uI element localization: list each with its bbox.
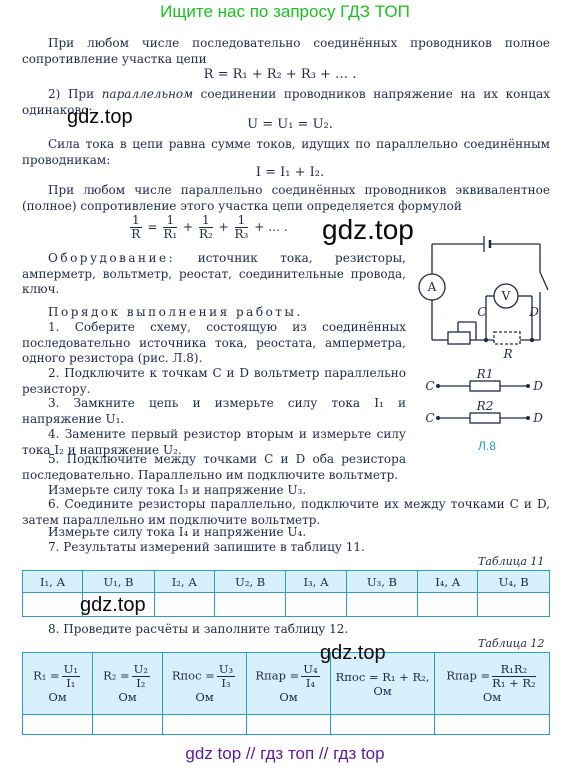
label-r: R <box>503 347 513 361</box>
table12-cell <box>23 715 93 735</box>
switch <box>540 272 548 290</box>
step-8: 8. Проведите расчёты и заполните таблицу 12. <box>48 622 349 636</box>
node-c-r1 <box>436 384 440 388</box>
ammeter-label: A <box>427 280 437 294</box>
num: U₂ <box>133 662 148 676</box>
fraction <box>199 214 213 241</box>
order-heading-text: Порядок выполнения работы. <box>48 305 303 319</box>
table11-cell <box>154 593 214 617</box>
equipment-text: источник тока, резисторы, амперметр, вольтметр, реостат, соединительные провода, ключ. <box>22 251 406 296</box>
table12-cell <box>331 715 435 735</box>
table12-header-cell <box>247 653 331 715</box>
label-c-r2: C <box>425 411 435 425</box>
unit: Ом <box>279 690 298 704</box>
den: R₃ <box>234 227 249 241</box>
den: R₂ <box>198 227 213 241</box>
fraction <box>217 663 235 690</box>
table11-cell <box>478 593 550 617</box>
num: 1 <box>199 214 213 228</box>
table11-header-cell: I₂, А <box>154 571 214 593</box>
table11-header-cell: U₁, В <box>83 571 155 593</box>
label-d-r2: D <box>533 411 543 425</box>
figure-caption: Л.8 <box>478 439 496 453</box>
table-12 <box>22 652 550 735</box>
cell-lhs: Rпар = <box>446 668 491 683</box>
num: U₃ <box>218 662 234 676</box>
table11-header-cell: I₁, А <box>23 571 83 593</box>
step-6: 6. Соедините резисторы параллельно, подключите их между точками C и D, затем параллельно им подключите вольтметр. <box>22 497 550 527</box>
step-3: 3. Замкните цепь и измерьте силу тока I₁ и напряжение U₁. <box>22 396 406 426</box>
resistor-r1 <box>470 381 500 391</box>
unit: Ом <box>373 683 392 698</box>
formula-series-resistance: R = R₁ + R₂ + R₃ + … . <box>203 67 357 82</box>
watermark: gdz.top <box>80 594 146 616</box>
den: I₄ <box>305 676 315 690</box>
fraction <box>163 214 177 241</box>
label-c: C <box>477 305 487 319</box>
equals-sign: = <box>147 220 158 234</box>
table11-cell <box>23 593 83 617</box>
table11-header-cell: U₄, В <box>478 571 550 593</box>
table11-cell <box>214 593 286 617</box>
table12-empty-row <box>23 715 550 735</box>
formula-tail: + … . <box>254 220 288 234</box>
num: 1 <box>163 214 177 228</box>
step-1: 1. Соберите схему, состоящую из соединённых последовательно источника тока, реостата, амперметра, одного резистора (рис. Л.8). <box>22 320 406 365</box>
formula-parallel-voltage: U = U₁ = U₂. <box>247 117 333 132</box>
table12-header-cell <box>163 653 247 715</box>
circuit-diagram <box>410 232 560 457</box>
node-c-r2 <box>436 416 440 420</box>
paragraph-current-sum: Сила тока в цепи равна сумме токов, идущих по параллельно соединённым проводникам: <box>22 137 550 167</box>
node-d <box>530 338 534 342</box>
table12-header-row <box>23 653 550 715</box>
unit: Ом <box>48 690 67 704</box>
text-italic: параллельном <box>101 87 194 101</box>
resistor-r2 <box>470 413 500 423</box>
fraction <box>492 663 535 690</box>
table12-cell <box>435 715 550 735</box>
den: I₂ <box>136 676 146 690</box>
node-d-r1 <box>526 384 530 388</box>
table12-header-cell <box>93 653 163 715</box>
resistor-slot <box>494 332 520 344</box>
step-2: 2. Подключите к точкам C и D вольтметр параллельно резистору. <box>22 366 406 396</box>
cell-formula: Rпос = R₁ + R₂, <box>335 669 430 684</box>
node-d-r2 <box>526 416 530 420</box>
num: U₁ <box>63 662 78 676</box>
cell-lhs: R₁ = <box>33 668 60 683</box>
formula-parallel-resistance <box>128 214 288 241</box>
unit: Ом <box>118 690 137 704</box>
paragraph-equipment <box>22 251 406 298</box>
label-d: D <box>529 305 539 319</box>
label-d-r1: D <box>533 379 543 393</box>
den: I₃ <box>221 676 231 690</box>
cell-lhs: Rпос = <box>171 668 215 683</box>
table12-cell <box>247 715 331 735</box>
table12-cell <box>163 715 247 735</box>
order-heading <box>48 305 303 319</box>
den: I₁ <box>66 676 76 690</box>
paragraph-equivalent-resistance: При любом числе параллельно соединённых проводников эквивалентное (полное) сопротивление этого участка цепи определяется формулой <box>22 183 550 213</box>
table11-header-row <box>23 571 550 593</box>
cell-lhs: Rпар = <box>255 668 300 683</box>
label-r2: R2 <box>476 399 494 413</box>
watermark: gdz.top <box>322 214 414 245</box>
num: R₁R₂ <box>492 663 535 677</box>
unit: Ом <box>482 690 502 704</box>
table11-cell <box>418 593 478 617</box>
table12-cell <box>93 715 163 735</box>
num: 1 <box>235 214 249 228</box>
step-7: 7. Результаты измерений запишите в таблицу 11. <box>48 540 365 554</box>
node-c <box>484 338 488 342</box>
step-5b: Измерьте силу тока I₃ и напряжение U₃. <box>48 483 307 497</box>
rheostat <box>448 332 470 344</box>
fraction <box>301 663 319 690</box>
text-part: соединении проводников напряжение на их концах одинаково: <box>22 87 550 117</box>
table11-header-cell: U₂, В <box>214 571 286 593</box>
table11-header-cell: I₃, А <box>286 571 346 593</box>
table11-header-cell: U₃, В <box>346 571 418 593</box>
den: R₁ <box>163 227 178 241</box>
bottom-banner: gdz top // гдз топ // гдз top <box>185 744 385 763</box>
den: R <box>131 227 141 241</box>
watermark: gdz.top <box>320 642 386 664</box>
table11-cell <box>346 593 418 617</box>
num: U₄ <box>303 662 318 676</box>
table12-caption: Таблица 12 <box>478 637 545 650</box>
plus-sign: + <box>218 220 229 234</box>
fraction <box>235 214 249 241</box>
table11-cell <box>286 593 346 617</box>
unit: Ом <box>195 690 214 704</box>
step-4: 4. Замените первый резистор вторым и измерьте силу тока I₂ и напряжение U₂. <box>22 427 406 457</box>
cell-lhs: R₂ = <box>103 668 130 683</box>
table11-header-cell: I₄, А <box>418 571 478 593</box>
paragraph-series: При любом числе последовательно соединённых проводников полное сопротивление участка цепи <box>22 36 550 66</box>
top-banner: Ищите нас по запросу ГДЗ ТОП <box>160 2 410 21</box>
table12-header-cell <box>23 653 93 715</box>
fraction <box>62 663 80 690</box>
num: 1 <box>132 213 140 227</box>
formula-current-sum: I = I₁ + I₂. <box>255 165 325 180</box>
label-r1: R1 <box>476 367 494 381</box>
plus-sign: + <box>183 220 194 234</box>
fraction <box>132 663 150 690</box>
fraction <box>130 214 142 241</box>
den: R₁ + R₂ <box>492 676 536 690</box>
table12-header-cell <box>435 653 550 715</box>
voltmeter-label: V <box>501 289 511 303</box>
step-5: 5. Подключите между точками C и D оба резистора последовательно. Параллельно им подключите вольтметр. <box>22 452 406 482</box>
equipment-heading: Оборудование: <box>48 251 176 265</box>
label-c-r1: C <box>425 379 435 393</box>
watermark: gdz.top <box>67 106 133 128</box>
table11-caption: Таблица 11 <box>478 555 545 568</box>
step-6b: Измерьте силу тока I₄ и напряжение U₄. <box>48 525 307 539</box>
text-part: 2) При <box>48 87 102 101</box>
